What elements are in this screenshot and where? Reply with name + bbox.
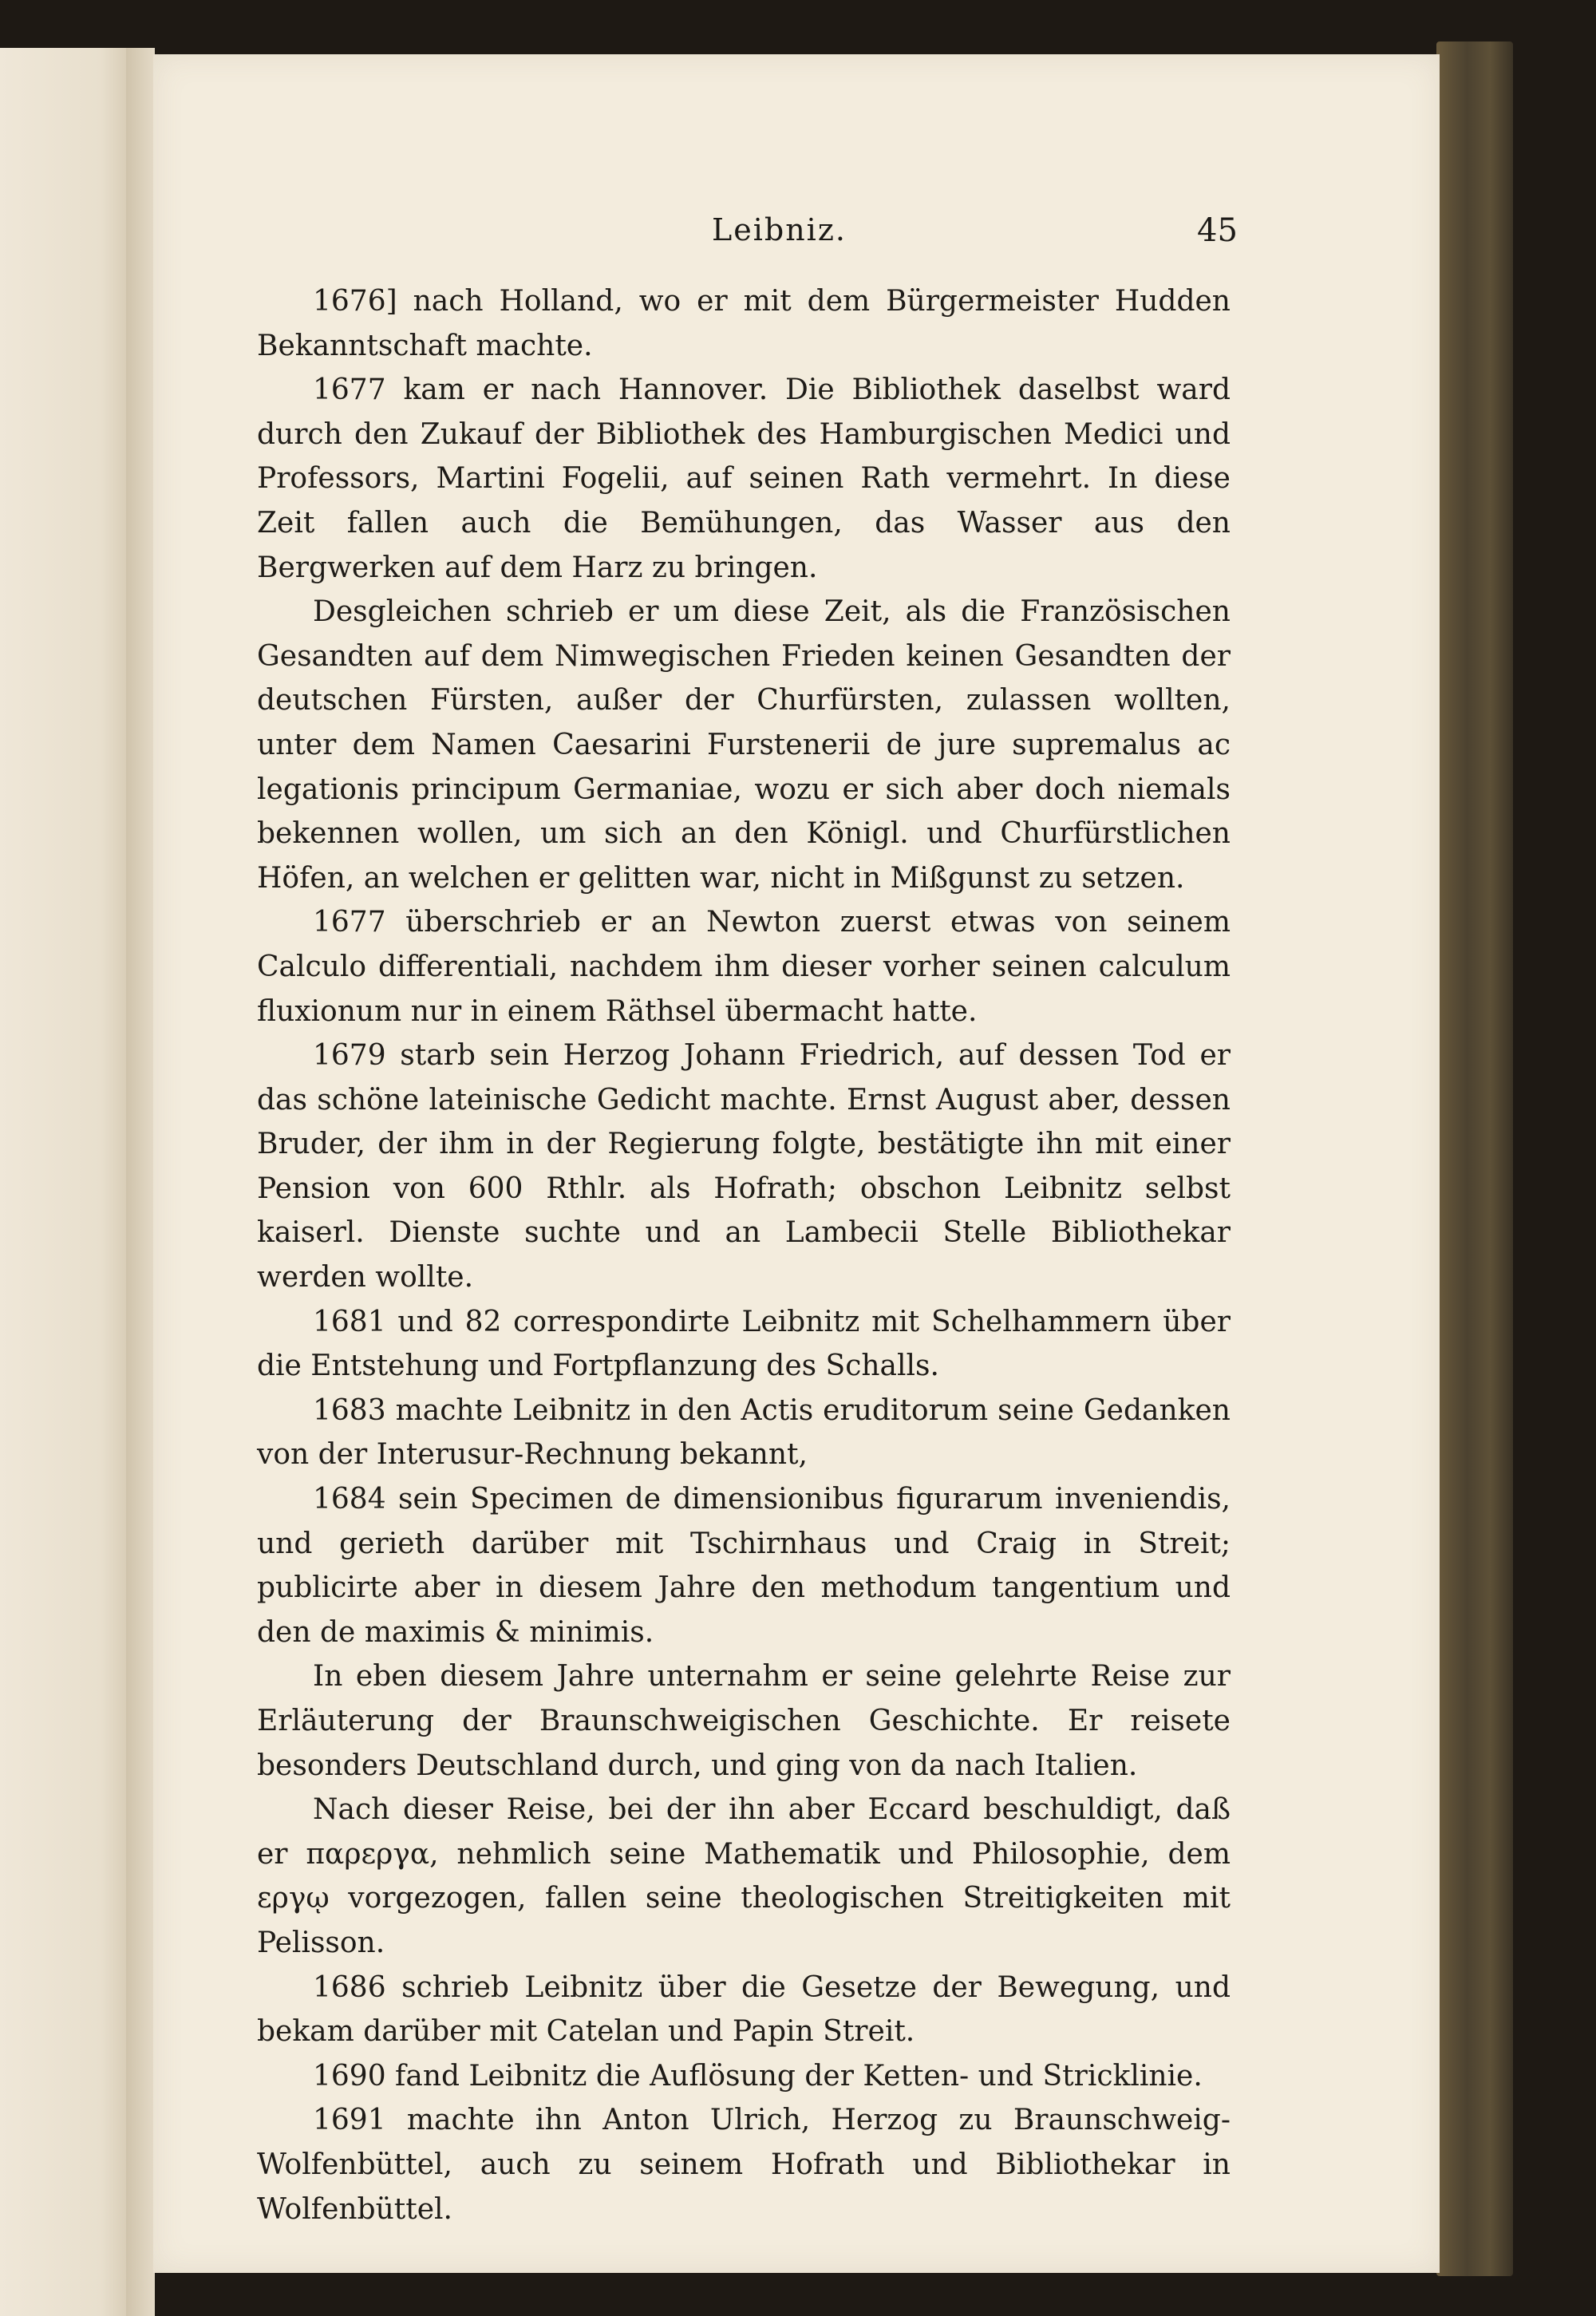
paragraph-1677-newton: 1677 überschrieb er an Newton zuerst etwas von seinem Calculo differentiali, nachdem ihm dieser vorher seinen calculum fluxionum nur in einem Räthsel übermacht hatte. [257, 906, 1231, 1028]
book-page [153, 54, 1440, 2273]
body-text [257, 279, 1231, 2231]
book-gutter [126, 48, 155, 2316]
page-header [153, 212, 1440, 260]
page-number: 45 [1197, 212, 1238, 249]
paragraph-1684: 1684 sein Specimen de dimensionibus figurarum inveniendis, und gerieth darüber mit Tschirnhaus und Craig in Streit; publicirte aber in diesem Jahre den methodum tangentium und den de maximis & minimis. [257, 1483, 1231, 1649]
paragraph-1683: 1683 machte Leibnitz in den Actis eruditorum seine Gedanken von der Interusur-Rechnung bekannt, [257, 1393, 1231, 1472]
paragraph-desgleichen: Desgleichen schrieb er um diese Zeit, als die Französischen Gesandten auf dem Nimwegischen Frieden keinen Gesandten der deutschen Fürsten, außer der Churfürsten, zulassen wollten, unter dem Namen Caesarini Furstenerii de jure supremalus ac legationis principum Germaniae, wozu er sich aber doch niemals bekennen wollen, um sich an den Königl. und Churfürstlichen Höfen, an welchen er gelitten war, nicht in Mißgunst zu setzen. [257, 595, 1231, 895]
facing-page-edge [0, 48, 126, 2316]
paragraph-1676: 1676] nach Holland, wo er mit dem Bürgermeister Hudden Bekanntschaft machte. [257, 285, 1231, 362]
paragraph-reise: In eben diesem Jahre unternahm er seine gelehrte Reise zur Erläuterung der Braunschweigischen Geschichte. Er reisete besonders Deutschland durch, und ging von da nach Italien. [257, 1660, 1231, 1782]
paragraph-1679: 1679 starb sein Herzog Johann Friedrich, auf dessen Tod er das schöne lateinische Gedicht machte. Ernst August aber, dessen Bruder, der ihm in der Regierung folgte, bestätigte ihn mit einer Pension von 600 Rthlr. als Hofrath; obschon Leibnitz selbst kaiserl. Dienste suchte und an Lambecii Stelle Bibliothekar werden wollte. [257, 1039, 1231, 1294]
paragraph-1677-hannover: 1677 kam er nach Hannover. Die Bibliothek daselbst ward durch den Zukauf der Bibliothek des Hamburgischen Medici und Professors, Martini Fogelii, auf seinen Rath vermehrt. In diese Zeit fallen auch die Bemühungen, das Wasser aus den Bergwerken auf dem Harz zu bringen. [257, 373, 1231, 584]
book-cover-edge [1436, 41, 1513, 2276]
paragraph-nach-reise: Nach dieser Reise, bei der ihn aber Eccard beschuldigt, daß er παρεργα, nehmlich seine Mathematik und Philosophie, dem εργῳ vorgezogen, fallen seine theologischen Streitigkeiten mit Pelisson. [257, 1793, 1231, 1959]
paragraph-1690: 1690 fand Leibnitz die Auflösung der Ketten- und Stricklinie. [313, 2059, 1203, 2093]
running-title: Leibniz. [712, 212, 847, 247]
paragraph-1681: 1681 und 82 correspondirte Leibnitz mit Schelhammern über die Entstehung und Fortpflanzung des Schalls. [257, 1305, 1231, 1383]
paragraph-1686: 1686 schrieb Leibnitz über die Gesetze der Bewegung, und bekam darüber mit Catelan und Papin Streit. [257, 1970, 1231, 2049]
paragraph-1691: 1691 machte ihn Anton Ulrich, Herzog zu Braunschweig-Wolfenbüttel, auch zu seinem Hofrath und Bibliothekar in Wolfenbüttel. [257, 2104, 1231, 2226]
